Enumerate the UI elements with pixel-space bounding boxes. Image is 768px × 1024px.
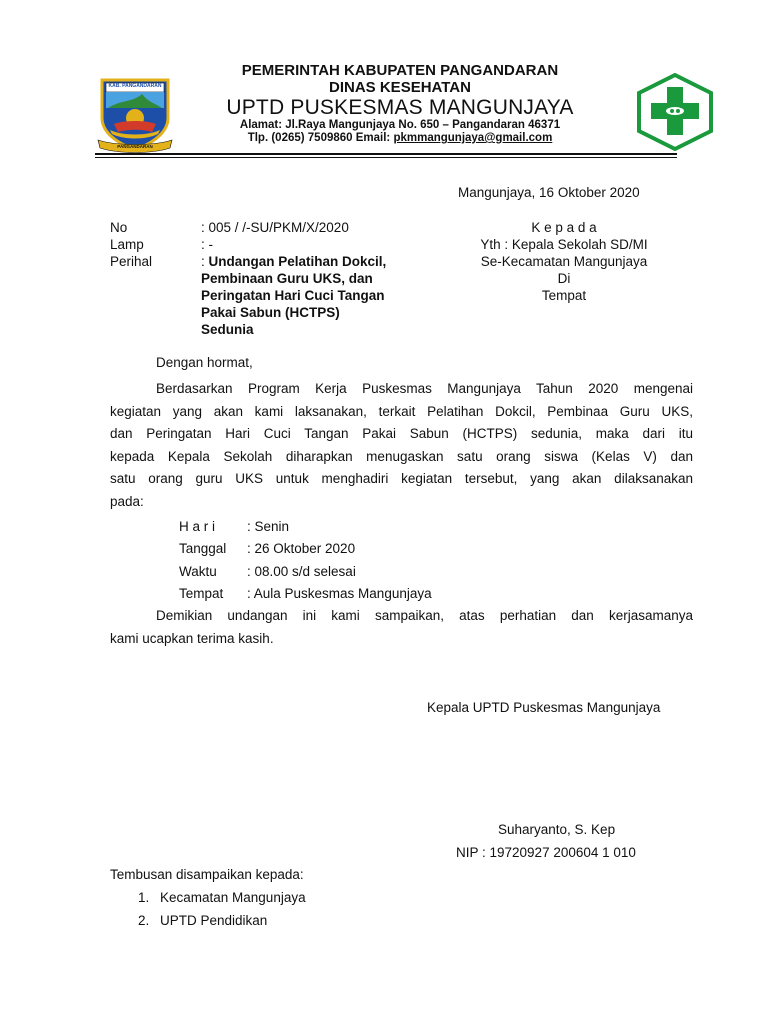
agency-name: DINAS KESEHATAN <box>329 79 471 96</box>
body-line: pada: <box>110 493 144 509</box>
header-divider-thin <box>95 157 677 158</box>
closing-line: Demikian undangan ini kami sampaikan, atas perhatian dan kerjasamanya <box>156 608 693 623</box>
recipient-line: Yth : Kepala Sekolah SD/MI <box>480 237 648 252</box>
body-line: kegiatan yang akan kami laksanakan, terkait Pelatihan Dokcil, Pembinaa Guru UKS, <box>110 403 693 419</box>
body-line: dan Peringatan Hari Cuci Tangan Pakai Sabun (HCTPS) sedunia, maka dari itu <box>110 426 693 441</box>
cc-item: Kecamatan Mangunjaya <box>160 890 306 905</box>
recipient-line: Se-Kecamatan Mangunjaya <box>480 254 648 269</box>
perihal-colon: : <box>201 254 209 269</box>
cc-item-number: 2. <box>138 913 150 928</box>
cc-item: UPTD Pendidikan <box>160 913 268 928</box>
detail-value-tempat: : Aula Puskesmas Mangunjaya <box>247 586 432 601</box>
institution-address: Alamat: Jl.Raya Mangunjaya No. 650 – Pangandaran 46371 <box>239 119 561 131</box>
body-line: satu orang guru UKS untuk menghadiri kegiatan tersebut, yang akan dilaksanakan <box>110 471 693 486</box>
perihal-line: Pakai Sabun (HCTPS) <box>201 305 340 320</box>
perihal-line: Peringatan Hari Cuci Tangan <box>201 288 385 303</box>
puskesmas-logo-icon <box>635 73 715 151</box>
perihal-label: Perihal <box>110 254 153 269</box>
crest-ribbon-text: PANGANDARAN <box>117 144 153 149</box>
perihal-line: Pembinaan Guru UKS, dan <box>201 271 373 286</box>
closing-line: kami ucapkan terima kasih. <box>110 630 274 646</box>
signer-nip: NIP : 19720927 200604 1 010 <box>456 845 636 860</box>
body-paragraph <box>110 378 693 513</box>
detail-label-hari: H a r i <box>179 519 216 534</box>
phone-label: Tlp. (0265) 7509860 Email: <box>247 132 394 144</box>
detail-value-tanggal: : 26 Oktober 2020 <box>247 541 356 556</box>
salutation: Dengan hormat, <box>156 355 253 370</box>
lamp-value: : - <box>201 237 213 252</box>
institution-name: UPTD PUSKESMAS MANGUNJAYA <box>226 96 574 119</box>
body-line: kepada Kepala Sekolah diharapkan menugaskan satu orang siswa (Kelas V) dan <box>110 448 693 464</box>
crest-banner-text: KAB. PANGANDARAN <box>108 83 162 89</box>
institution-contact <box>180 132 620 144</box>
email-link[interactable]: pkmmangunjaya@gmail.com <box>393 132 553 144</box>
recipient-line: Tempat <box>541 288 587 303</box>
header-divider-thick <box>95 153 677 155</box>
signer-title: Kepala UPTD Puskesmas Mangunjaya <box>427 700 661 715</box>
kepada-label: K e p a d a <box>531 220 597 235</box>
place-date: Mangunjaya, 16 Oktober 2020 <box>458 185 640 200</box>
cc-item-number: 1. <box>138 890 150 905</box>
detail-value-waktu: : 08.00 s/d selesai <box>247 564 356 579</box>
no-value: : 005 / /-SU/PKM/X/2020 <box>201 220 349 235</box>
recipient-line: Di <box>557 271 571 286</box>
recipient-block <box>462 219 666 304</box>
detail-label-tempat: Tempat <box>179 586 224 601</box>
closing-paragraph <box>110 605 693 650</box>
perihal-line: Sedunia <box>201 322 254 337</box>
government-name: PEMERINTAH KABUPATEN PANGANDARAN <box>241 62 559 79</box>
signer-name: Suharyanto, S. Kep <box>498 822 616 837</box>
detail-label-waktu: Waktu <box>179 564 217 579</box>
detail-label-tanggal: Tanggal <box>179 541 227 556</box>
perihal-value <box>201 253 386 338</box>
no-label: No <box>110 220 128 235</box>
cc-title: Tembusan disampaikan kepada: <box>110 867 304 882</box>
lamp-label: Lamp <box>110 237 144 252</box>
perihal-line: Undangan Pelatihan Dokcil, <box>208 254 387 269</box>
body-line: Berdasarkan Program Kerja Puskesmas Mangunjaya Tahun 2020 mengenai <box>156 381 693 396</box>
detail-value-hari: : Senin <box>247 519 290 534</box>
